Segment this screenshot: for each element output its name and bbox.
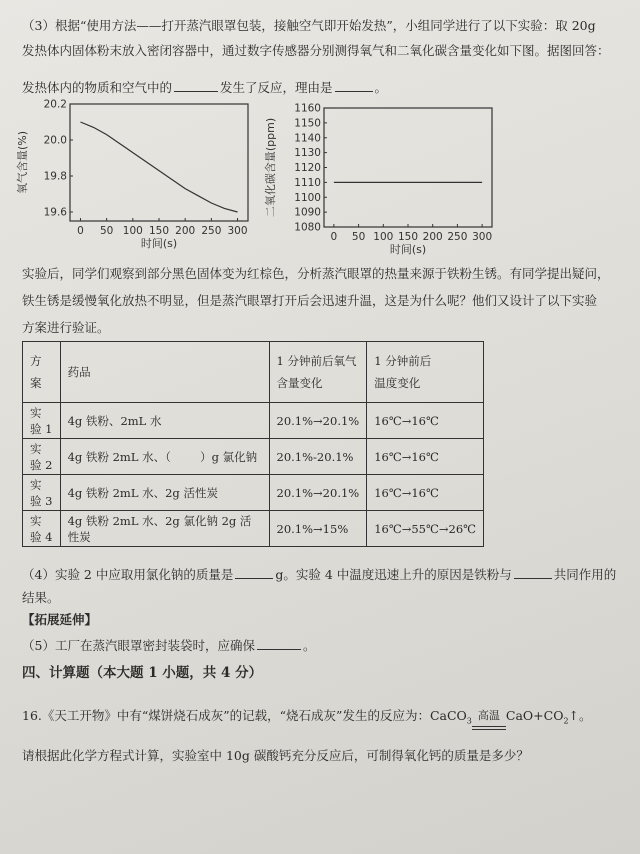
q3-line3-text-c: 。 (374, 80, 388, 95)
cell-o2: 20.1%→20.1% (269, 475, 367, 511)
equation-reactant-subscript: 3 (466, 716, 472, 726)
x-tick-label: 150 (397, 231, 419, 243)
equation-reactant (429, 708, 472, 726)
equation-end: 。 (579, 708, 592, 723)
cell-o2: 20.1%→20.1% (269, 403, 367, 439)
cell-plan: 实验 1 (23, 403, 61, 439)
answer-blank-q4-mass[interactable] (235, 566, 273, 579)
oxygen-chart (12, 98, 252, 258)
y-tick-label: 20.2 (43, 98, 67, 111)
q3-line3-text-b: 发生了反应，理由是 (220, 80, 333, 95)
answer-blank-q3-substance[interactable] (174, 79, 218, 92)
header-temp-line1: 1 分钟前后 (374, 354, 432, 368)
y-tick-label: 1090 (294, 206, 321, 219)
equation-product: CaO+CO (505, 708, 564, 723)
series-line (80, 122, 237, 212)
q3-line1: （3）根据“使用方法——打开蒸汽眼罩包装，接触空气即开始发热”，小组同学进行了以下实验：取 20g (22, 18, 596, 33)
q4-line1 (22, 566, 616, 583)
x-tick-label: 200 (422, 231, 443, 243)
y-tick-label: 1100 (294, 191, 321, 204)
x-tick-label: 250 (447, 231, 468, 243)
cell-drug[interactable]: 4g 铁粉 2mL 水、（ ）g 氯化钠 (60, 439, 269, 475)
reaction-condition-text: 高温 (477, 708, 500, 722)
x-tick-label: 50 (351, 231, 366, 243)
q4-text-c: 共同作用的 (553, 567, 617, 582)
table-row (23, 475, 484, 511)
header-o2-line2: 含量变化 (276, 376, 323, 390)
cell-drug: 4g 铁粉、2mL 水 (60, 403, 269, 439)
y-tick-label: 1140 (294, 132, 321, 145)
y-tick-label: 1080 (294, 221, 321, 234)
section4-heading: 四、计算题（本大题 1 小题，共 4 分） (22, 665, 263, 681)
x-tick-label: 50 (99, 225, 114, 237)
table-header-row (23, 342, 484, 403)
header-temp (367, 342, 484, 403)
header-o2 (269, 342, 367, 403)
y-tick-label: 19.8 (43, 170, 67, 183)
y-tick-label: 1150 (294, 117, 321, 130)
header-plan: 方案 (23, 342, 61, 403)
co2-chart (262, 98, 502, 258)
x-axis-label: 时间(s) (140, 237, 178, 250)
plot-frame (70, 104, 248, 221)
x-axis-label: 时间(s) (389, 243, 427, 256)
x-tick-label: 0 (77, 225, 84, 237)
cell-temp: 16℃→16℃ (367, 439, 484, 475)
equation-reactant-formula: CaCO (429, 708, 467, 723)
table-row (23, 511, 484, 547)
q5-text-a: （5）工厂在蒸汽眼罩密封装袋时，应确保 (22, 638, 255, 653)
x-tick-label: 100 (122, 225, 143, 237)
q3-line3-text-a: 发热体内的物质和空气中的 (22, 80, 173, 95)
reaction-condition (472, 708, 506, 730)
q16-line2: 请根据此化学方程式计算，实验室中 10g 碳酸钙充分反应后，可制得氧化钙的质量是多少？ (22, 748, 529, 763)
cell-o2: 20.1%→15% (269, 511, 367, 547)
intro-line3: 方案进行验证。 (22, 320, 110, 335)
y-tick-label: 1120 (294, 162, 321, 174)
y-tick-label: 1160 (294, 102, 321, 115)
cell-plan: 实验 2 (23, 439, 61, 475)
y-axis-label: 氧气含量(%) (16, 130, 29, 195)
extension-heading: 【拓展延伸】 (22, 612, 98, 627)
cell-o2: 20.1%-20.1% (269, 439, 367, 475)
cell-temp: 16℃→55℃→26℃ (367, 511, 484, 547)
q3-line3 (22, 79, 387, 96)
q4-text-a: （4）实验 2 中应取用氯化钠的质量是 (22, 567, 234, 582)
cell-temp: 16℃→16℃ (367, 475, 484, 511)
cell-drug: 4g 铁粉 2mL 水、2g 活性炭 (60, 475, 269, 511)
intro-line1: 实验后，同学们观察到部分黑色固体变为红棕色，分析蒸汽眼罩的热量来源于铁粉生锈。有同学提出疑问， (22, 266, 610, 281)
header-o2-line1: 1 分钟前后氧气 (276, 354, 357, 368)
header-temp-line2: 温度变化 (374, 376, 421, 390)
answer-blank-q4-reactant[interactable] (514, 566, 552, 579)
cell-plan: 实验 3 (23, 475, 61, 511)
intro-line2: 铁生锈是缓慢氧化放热不明显，但是蒸汽眼罩打开后会迅速升温，这是为什么呢？他们又设计了以下实验 (22, 293, 598, 308)
q4-text-b: g。实验 4 中温度迅速上升的原因是铁粉与 (275, 567, 512, 582)
x-tick-label: 250 (201, 225, 222, 237)
experiment-table (22, 341, 484, 547)
cell-plan: 实验 4 (23, 511, 61, 547)
gas-arrow-icon: ↑ (568, 708, 580, 723)
y-tick-label: 20.0 (43, 134, 67, 147)
x-tick-label: 100 (373, 231, 394, 243)
y-tick-label: 1130 (294, 147, 321, 160)
cell-temp: 16℃→16℃ (367, 403, 484, 439)
q16-line1 (22, 708, 592, 730)
y-axis-label: 二氧化碳含量(ppm) (264, 117, 277, 218)
q5-line (22, 637, 315, 654)
header-drug: 药品 (60, 342, 269, 403)
equals-sign (472, 726, 506, 730)
table-row (23, 439, 484, 475)
x-tick-label: 0 (330, 231, 338, 243)
y-tick-label: 19.6 (43, 206, 67, 219)
cell-drug: 4g 铁粉 2mL 水、2g 氯化钠 2g 活性炭 (60, 511, 269, 547)
x-tick-label: 150 (148, 225, 170, 237)
x-tick-label: 200 (175, 225, 196, 237)
plot-frame (324, 108, 492, 227)
table-row (23, 403, 484, 439)
q3-line2: 发热体内固体粉末放入密闭容器中，通过数字传感器分别测得氧气和二氧化碳含量变化如下图。据图回答： (22, 43, 610, 58)
q4-line2: 结果。 (22, 590, 60, 605)
equation-product-subscript: 2 (563, 716, 569, 726)
x-tick-label: 300 (472, 231, 493, 243)
q16-text: 16.《天工开物》中有“煤饼烧石成灰”的记载，“烧石成灰”发生的反应为： (22, 708, 430, 723)
y-tick-label: 1110 (294, 176, 321, 189)
answer-blank-q5[interactable] (257, 637, 301, 650)
x-tick-label: 300 (227, 225, 248, 237)
answer-blank-q3-reason[interactable] (335, 79, 373, 92)
q5-text-b: 。 (302, 638, 316, 653)
